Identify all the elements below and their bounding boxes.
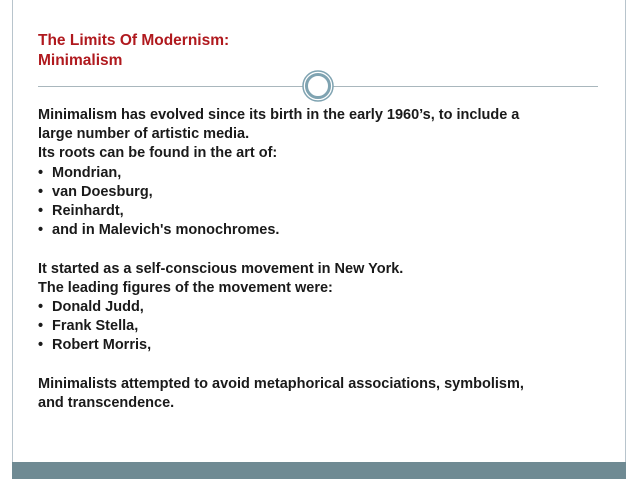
body-line: large number of artistic media.	[38, 126, 250, 143]
slide-body	[38, 106, 598, 413]
circle-ornament-icon	[302, 70, 334, 102]
bullet-item	[38, 221, 598, 240]
bullet-item	[38, 183, 598, 202]
bullet-text: Reinhardt,	[52, 203, 124, 220]
bullet-text: and in Malevich's monochromes.	[52, 222, 280, 239]
bullet-icon: •	[38, 203, 44, 220]
bullet-text: Robert Morris,	[52, 337, 152, 354]
bullet-item	[38, 164, 598, 183]
bullet-icon: •	[38, 299, 44, 316]
slide-title-line-2: Minimalism	[38, 52, 123, 69]
bullet-text: Frank Stella,	[52, 318, 139, 335]
slide-title	[38, 31, 598, 71]
body-line: Its roots can be found in the art of:	[38, 145, 278, 162]
bullet-text: van Doesburg,	[52, 183, 153, 200]
bullet-icon: •	[38, 183, 44, 200]
bullet-item	[38, 336, 598, 355]
body-line: Minimalists attempted to avoid metaphorical associations, symbolism,	[38, 375, 524, 392]
bullet-text: Donald Judd,	[52, 299, 144, 316]
bullet-item	[38, 298, 598, 317]
bullet-icon: •	[38, 164, 44, 181]
footer-band	[12, 462, 626, 479]
slide-frame-left-border	[12, 0, 13, 462]
body-line: The leading figures of the movement were:	[38, 279, 333, 296]
body-line: It started as a self-conscious movement in New York.	[38, 260, 404, 277]
bullet-item	[38, 317, 598, 336]
bullet-icon: •	[38, 337, 44, 354]
body-line: and transcendence.	[38, 395, 175, 412]
body-line: Minimalism has evolved since its birth in the early 1960’s, to include a	[38, 107, 520, 123]
slide-frame-right-border	[625, 0, 626, 462]
paragraph-gap	[38, 356, 598, 375]
slide-title-line-1: The Limits Of Modernism:	[38, 32, 230, 49]
bullet-item	[38, 202, 598, 221]
bullet-icon: •	[38, 318, 44, 335]
bullet-text: Mondrian,	[52, 164, 122, 181]
bullet-icon: •	[38, 222, 44, 239]
paragraph-gap	[38, 240, 598, 259]
